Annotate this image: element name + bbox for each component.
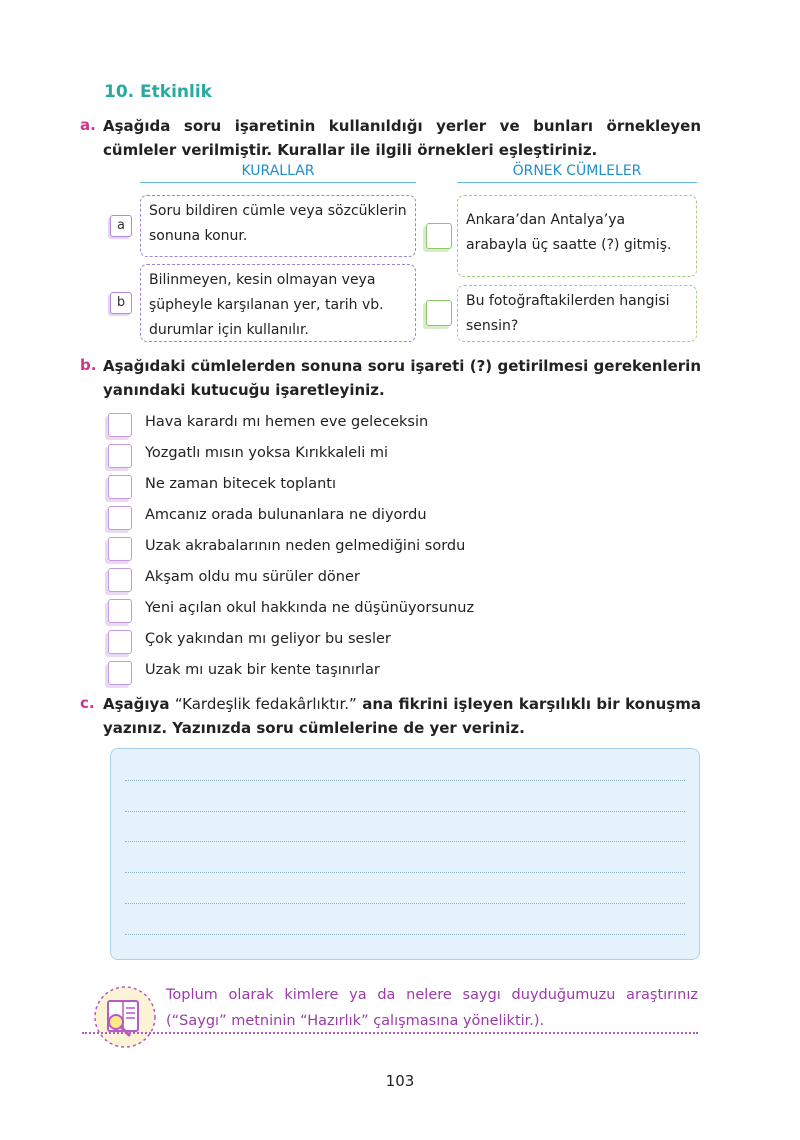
writing-line (125, 841, 685, 842)
section-a-instruction: Aşağıda soru işaretinin kullanıldığı yerler ve bunları örnekleyen cümleler verilmiştir. Kurallar ile ilgili örnekleri eşleştiriniz. (103, 117, 701, 159)
writing-line (125, 903, 685, 904)
sentence-text: Amcanız orada bulunanlara ne diyordu (145, 507, 427, 523)
sentence-checkbox[interactable] (108, 537, 132, 561)
instruction-part-1: Aşağıya (103, 695, 175, 713)
rules-header: KURALLAR (140, 163, 416, 183)
example-1-box: Ankara’dan Antalya’ya arabayla üç saatte (?) gitmiş. (457, 195, 697, 277)
section-c-letter: c. (80, 694, 95, 712)
rule-b-label: b (110, 292, 132, 314)
sentence-text: Hava karardı mı hemen eve geleceksin (145, 414, 429, 430)
divider (82, 1032, 698, 1034)
instruction-quote: “Kardeşlik fedakârlıktır.” (174, 695, 357, 713)
sentence-checkbox[interactable] (108, 599, 132, 623)
writing-line (125, 811, 685, 812)
research-book-icon (92, 984, 158, 1054)
sentence-checkbox[interactable] (108, 506, 132, 530)
example-2-answer-box[interactable] (426, 300, 452, 326)
rule-b-box: Bilinmeyen, kesin olmayan veya şüpheyle karşılanan yer, tarih vb. durumlar için kullanılır. (140, 264, 416, 342)
sentence-text: Uzak mı uzak bir kente taşınırlar (145, 662, 380, 678)
instruction-part-2: ana fikrini işleyen karşılıklı bir konuşma yazınız. Yazınızda soru cümlelerine de yer veriniz. (103, 695, 701, 737)
section-a-letter: a. (80, 116, 96, 134)
section-c-instruction (103, 692, 701, 740)
example-2-box: Bu fotoğraftakilerden hangisi sensin? (457, 285, 697, 342)
sentence-checkbox[interactable] (108, 444, 132, 468)
sentence-checkbox[interactable] (108, 568, 132, 592)
sentence-text: Çok yakından mı geliyor bu sesler (145, 631, 391, 647)
sentence-checkbox[interactable] (108, 661, 132, 685)
writing-line (125, 934, 685, 935)
sentence-text: Uzak akrabalarının neden gelmediğini sordu (145, 538, 466, 554)
examples-header: ÖRNEK CÜMLELER (457, 163, 697, 183)
sentence-checkbox[interactable] (108, 475, 132, 499)
section-b-letter: b. (80, 356, 97, 374)
writing-area[interactable] (110, 748, 700, 960)
section-b-instruction: Aşağıdaki cümlelerden sonuna soru işareti (?) getirilmesi gerekenlerin yanındaki kutucuğu işaretleyiniz. (103, 357, 701, 399)
sentence-text: Ne zaman bitecek toplantı (145, 476, 336, 492)
activity-title: 10. Etkinlik (104, 82, 212, 102)
rule-a-box: Soru bildiren cümle veya sözcüklerin sonuna konur. (140, 195, 416, 257)
writing-line (125, 780, 685, 781)
sentence-checkbox[interactable] (108, 413, 132, 437)
sentence-checkbox[interactable] (108, 630, 132, 654)
sentence-text: Akşam oldu mu sürüler döner (145, 569, 360, 585)
page-number: 103 (385, 1072, 415, 1090)
research-note: Toplum olarak kimlere ya da nelere saygı duyduğumuzu araştırınız (“Saygı” metninin “Hazırlık” çalışmasına yöneliktir.). (166, 987, 698, 1029)
sentence-text: Yeni açılan okul hakkında ne düşünüyorsunuz (145, 600, 475, 616)
example-1-answer-box[interactable] (426, 223, 452, 249)
writing-line (125, 872, 685, 873)
sentence-text: Yozgatlı mısın yoksa Kırıkkaleli mi (145, 445, 389, 461)
rule-a-label: a (110, 215, 132, 237)
